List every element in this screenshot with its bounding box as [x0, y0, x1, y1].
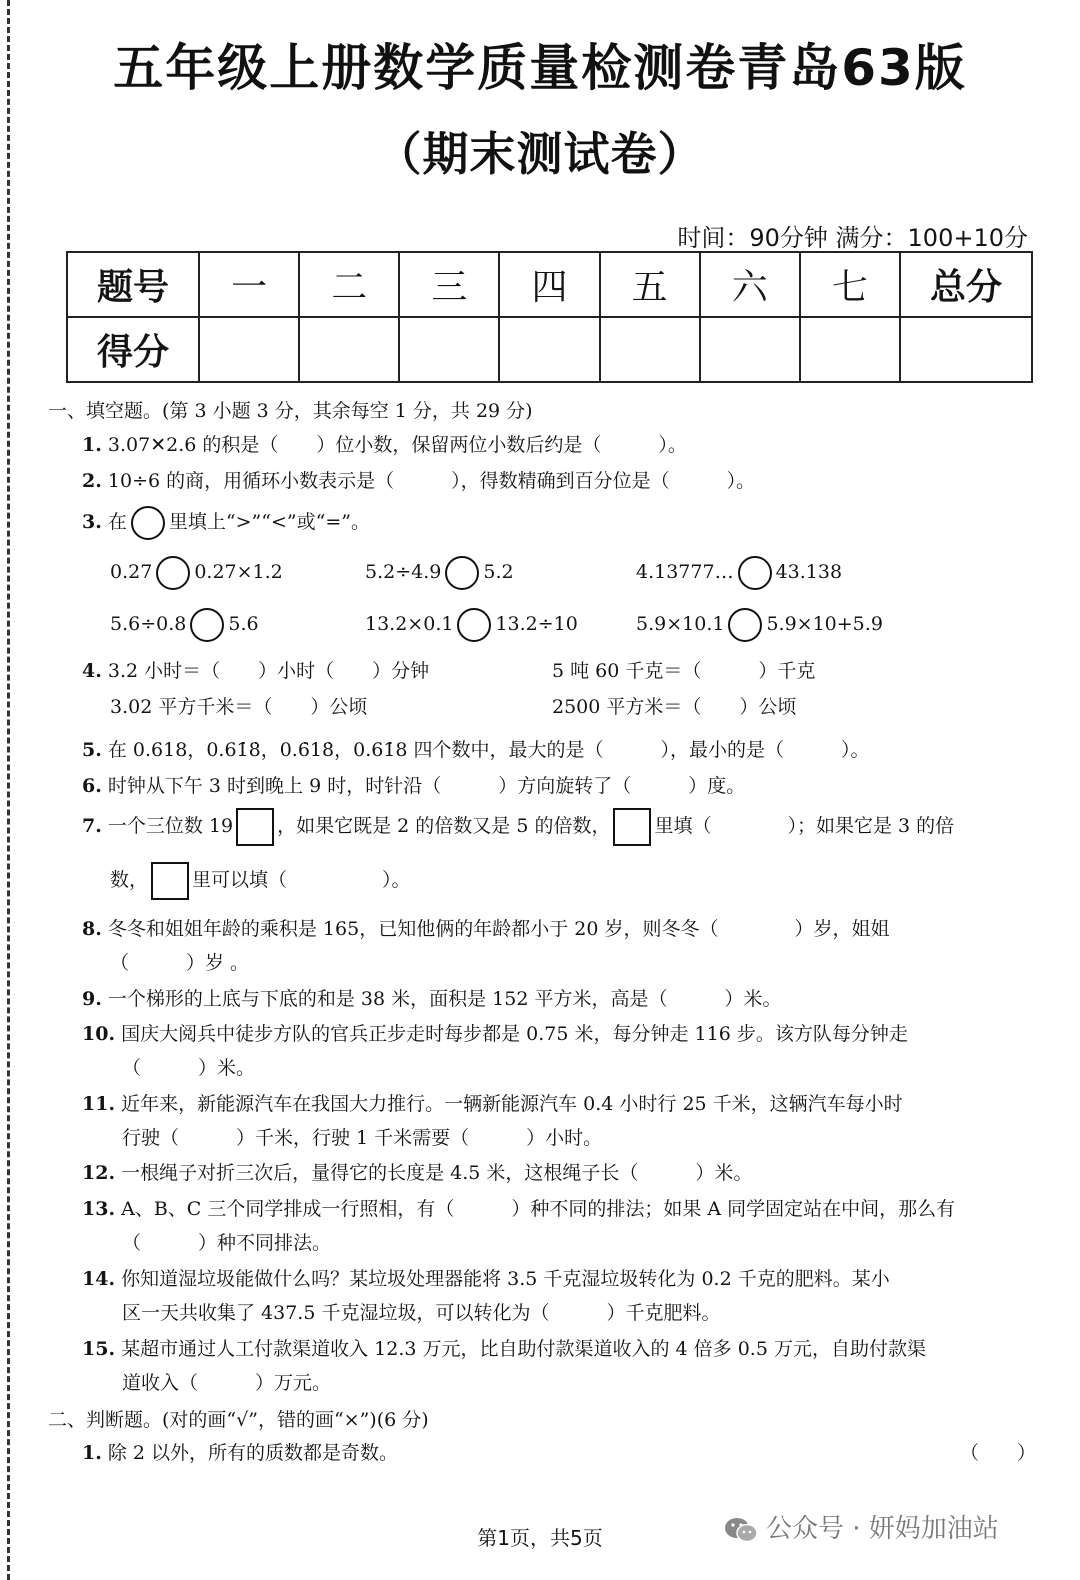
compare-right: 13.2÷10 — [495, 613, 578, 635]
question-text: 3.2 小时＝（ ）小时（ ）分钟 — [107, 660, 430, 682]
question-text: 时钟从下午 3 时到晚上 9 时，时针沿（ ）方向旋转了（ ）度。 — [107, 775, 746, 797]
question-9 — [82, 984, 782, 1011]
question-7-cont — [110, 862, 411, 900]
compare-item — [636, 608, 883, 642]
question-number: 14. — [82, 1268, 116, 1290]
question-number: 10. — [82, 1023, 116, 1045]
page-title: 五年级上册数学质量检测卷青岛63版 — [113, 39, 967, 97]
watermark-text: 公众号 · 妍妈加油站 — [766, 1514, 999, 1544]
score-table — [66, 251, 1033, 383]
question-11 — [82, 1089, 903, 1116]
question-number: 1. — [82, 434, 102, 456]
answer-box[interactable] — [151, 862, 189, 900]
question-12 — [82, 1158, 752, 1185]
compare-circle[interactable] — [738, 556, 772, 590]
score-table-score-row — [67, 317, 1032, 382]
judge-answer-paren[interactable]: （ ） — [960, 1442, 1037, 1464]
score-cell-header: 三 — [399, 252, 499, 317]
compare-right: 43.138 — [775, 561, 843, 583]
score-cell-header: 二 — [299, 252, 399, 317]
question-number: 7. — [82, 815, 102, 837]
question-8-cont: （ ）岁 。 — [110, 952, 250, 974]
judge-question-1 — [82, 1438, 398, 1465]
question-text: 一个三位数 19 — [107, 815, 234, 837]
score-cell-header: 总分 — [900, 252, 1032, 317]
question-number: 9. — [82, 988, 102, 1010]
compare-item — [636, 556, 842, 590]
question-text: 国庆大阅兵中徒步方队的官兵正步走时每步都是 0.75 米，每分钟走 116 步。该方队每分钟走 — [121, 1023, 908, 1045]
question-13 — [82, 1194, 955, 1221]
question-text: 10÷6 的商，用循环小数表示是（ ），得数精确到百分位是（ ）。 — [107, 470, 756, 492]
time-info: 时间：90分钟 满分：100+10分 — [677, 224, 1028, 252]
question-number: 15. — [82, 1338, 116, 1360]
question-number: 12. — [82, 1162, 116, 1184]
question-15 — [82, 1334, 926, 1361]
score-cell[interactable] — [499, 317, 599, 382]
question-2 — [82, 466, 755, 493]
compare-right: 0.27×1.2 — [194, 561, 283, 583]
question-text: 在 0.618，0.61̇8̇，0.6̇18̇，0.61̇8 四个数中，最大的是（ ），最小的是（ ）。 — [107, 739, 870, 761]
compare-left: 0.27 — [110, 561, 153, 583]
compare-left: 4.13777… — [636, 561, 734, 583]
question-1 — [82, 430, 687, 457]
compare-circle[interactable] — [445, 556, 479, 590]
question-text: 在 — [107, 511, 127, 533]
question-number: 2. — [82, 470, 102, 492]
section2-heading: 二、判断题。(对的画“√”，错的画“×”)(6 分) — [48, 1409, 429, 1431]
score-cell-header: 题号 — [67, 252, 199, 317]
question-6 — [82, 771, 745, 798]
compare-left: 5.6÷0.8 — [110, 613, 187, 635]
question-number: 8. — [82, 918, 102, 940]
question-text: 冬冬和姐姐年龄的乘积是 165，已知他俩的年龄都小于 20 岁，则冬冬（ ）岁，姐姐 — [107, 918, 890, 940]
answer-box[interactable] — [236, 808, 274, 846]
score-row-label: 得分 — [67, 317, 199, 382]
question-number: 11. — [82, 1093, 116, 1115]
question-10 — [82, 1019, 908, 1046]
question-13-cont: （ ）种不同排法。 — [122, 1232, 332, 1254]
question-text: 数， — [110, 869, 149, 891]
page-footer: 第1页，共5页 — [477, 1526, 603, 1550]
question-3 — [82, 506, 370, 540]
question-number: 13. — [82, 1198, 116, 1220]
question-4c: 3.02 平方千米＝（ ）公顷 — [110, 696, 368, 718]
question-7 — [82, 808, 954, 846]
score-table-header-row — [67, 252, 1032, 317]
question-number: 6. — [82, 775, 102, 797]
question-text: 里填（ ）；如果它是 3 的倍 — [654, 815, 955, 837]
compare-circle[interactable] — [728, 608, 762, 642]
score-cell-header: 六 — [700, 252, 800, 317]
compare-right: 5.6 — [228, 613, 259, 635]
question-15-cont: 道收入（ ）万元。 — [122, 1372, 332, 1394]
score-cell[interactable] — [900, 317, 1032, 382]
score-cell-header: 五 — [600, 252, 700, 317]
score-cell-header: 四 — [499, 252, 599, 317]
score-cell[interactable] — [700, 317, 800, 382]
question-5 — [82, 735, 870, 762]
wechat-icon — [724, 1516, 758, 1544]
score-cell[interactable] — [399, 317, 499, 382]
question-4d: 2500 平方米＝（ ）公顷 — [552, 696, 797, 718]
compare-circle[interactable] — [190, 608, 224, 642]
question-text: 你知道湿垃圾能做什么吗？某垃圾处理器能将 3.5 千克湿垃圾转化为 0.2 千克的肥料。某小 — [121, 1268, 890, 1290]
question-4b: 5 吨 60 千克＝（ ）千克 — [552, 660, 816, 682]
question-text: 一根绳子对折三次后，量得它的长度是 4.5 米，这根绳子长（ ）米。 — [121, 1162, 753, 1184]
compare-circle[interactable] — [156, 556, 190, 590]
compare-left: 5.2÷4.9 — [365, 561, 442, 583]
score-cell-header: 一 — [199, 252, 299, 317]
score-cell-header: 七 — [800, 252, 900, 317]
question-8 — [82, 914, 889, 941]
compare-item — [365, 608, 578, 642]
question-text: 里可以填（ ）。 — [192, 869, 411, 891]
compare-circle — [131, 506, 165, 540]
question-number: 4. — [82, 660, 102, 682]
score-cell[interactable] — [299, 317, 399, 382]
question-text: 除 2 以外，所有的质数都是奇数。 — [107, 1442, 399, 1464]
page-subtitle: （期末测试卷） — [375, 127, 705, 181]
compare-item — [110, 556, 283, 590]
answer-box[interactable] — [613, 808, 651, 846]
score-cell[interactable] — [800, 317, 900, 382]
question-14-cont: 区一天共收集了 437.5 千克湿垃圾，可以转化为（ ）千克肥料。 — [122, 1302, 721, 1324]
question-number: 5. — [82, 739, 102, 761]
watermark — [724, 1508, 999, 1545]
question-4 — [82, 656, 429, 683]
question-text: 一个梯形的上底与下底的和是 38 米，面积是 152 平方米，高是（ ）米。 — [107, 988, 782, 1010]
question-14 — [82, 1264, 890, 1291]
question-text: ，如果它既是 2 的倍数又是 5 的倍数， — [277, 815, 611, 837]
score-cell[interactable] — [199, 317, 299, 382]
section1-heading: 一、填空题。(第 3 小题 3 分，其余每空 1 分，共 29 分) — [48, 400, 533, 422]
question-text: 3.07✕2.6 的积是（ ）位小数，保留两位小数后约是（ ）。 — [107, 434, 687, 456]
question-text: 近年来，新能源汽车在我国大力推行。一辆新能源汽车 0.4 小时行 25 千米，这辆汽车每小时 — [121, 1093, 903, 1115]
cut-line — [7, 0, 10, 1580]
question-number: 3. — [82, 511, 102, 533]
compare-item — [110, 608, 259, 642]
score-cell[interactable] — [600, 317, 700, 382]
compare-circle[interactable] — [457, 608, 491, 642]
question-11-cont: 行驶（ ）千米，行驶 1 千米需要（ ）小时。 — [122, 1127, 603, 1149]
compare-left: 13.2×0.1 — [365, 613, 454, 635]
question-text: A、B、C 三个同学排成一行照相，有（ ）种不同的排法；如果 A 同学固定站在中间，那么有 — [121, 1198, 956, 1220]
question-10-cont: （ ）米。 — [122, 1057, 256, 1079]
compare-right: 5.9×10+5.9 — [766, 613, 883, 635]
question-number: 1. — [82, 1442, 102, 1464]
compare-left: 5.9×10.1 — [636, 613, 725, 635]
compare-right: 5.2 — [483, 561, 514, 583]
question-text: 里填上“>”“<”或“=”。 — [168, 511, 370, 533]
question-text: 某超市通过人工付款渠道收入 12.3 万元，比自助付款渠道收入的 4 倍多 0.5 万元，自助付款渠 — [121, 1338, 926, 1360]
compare-item — [365, 556, 514, 590]
